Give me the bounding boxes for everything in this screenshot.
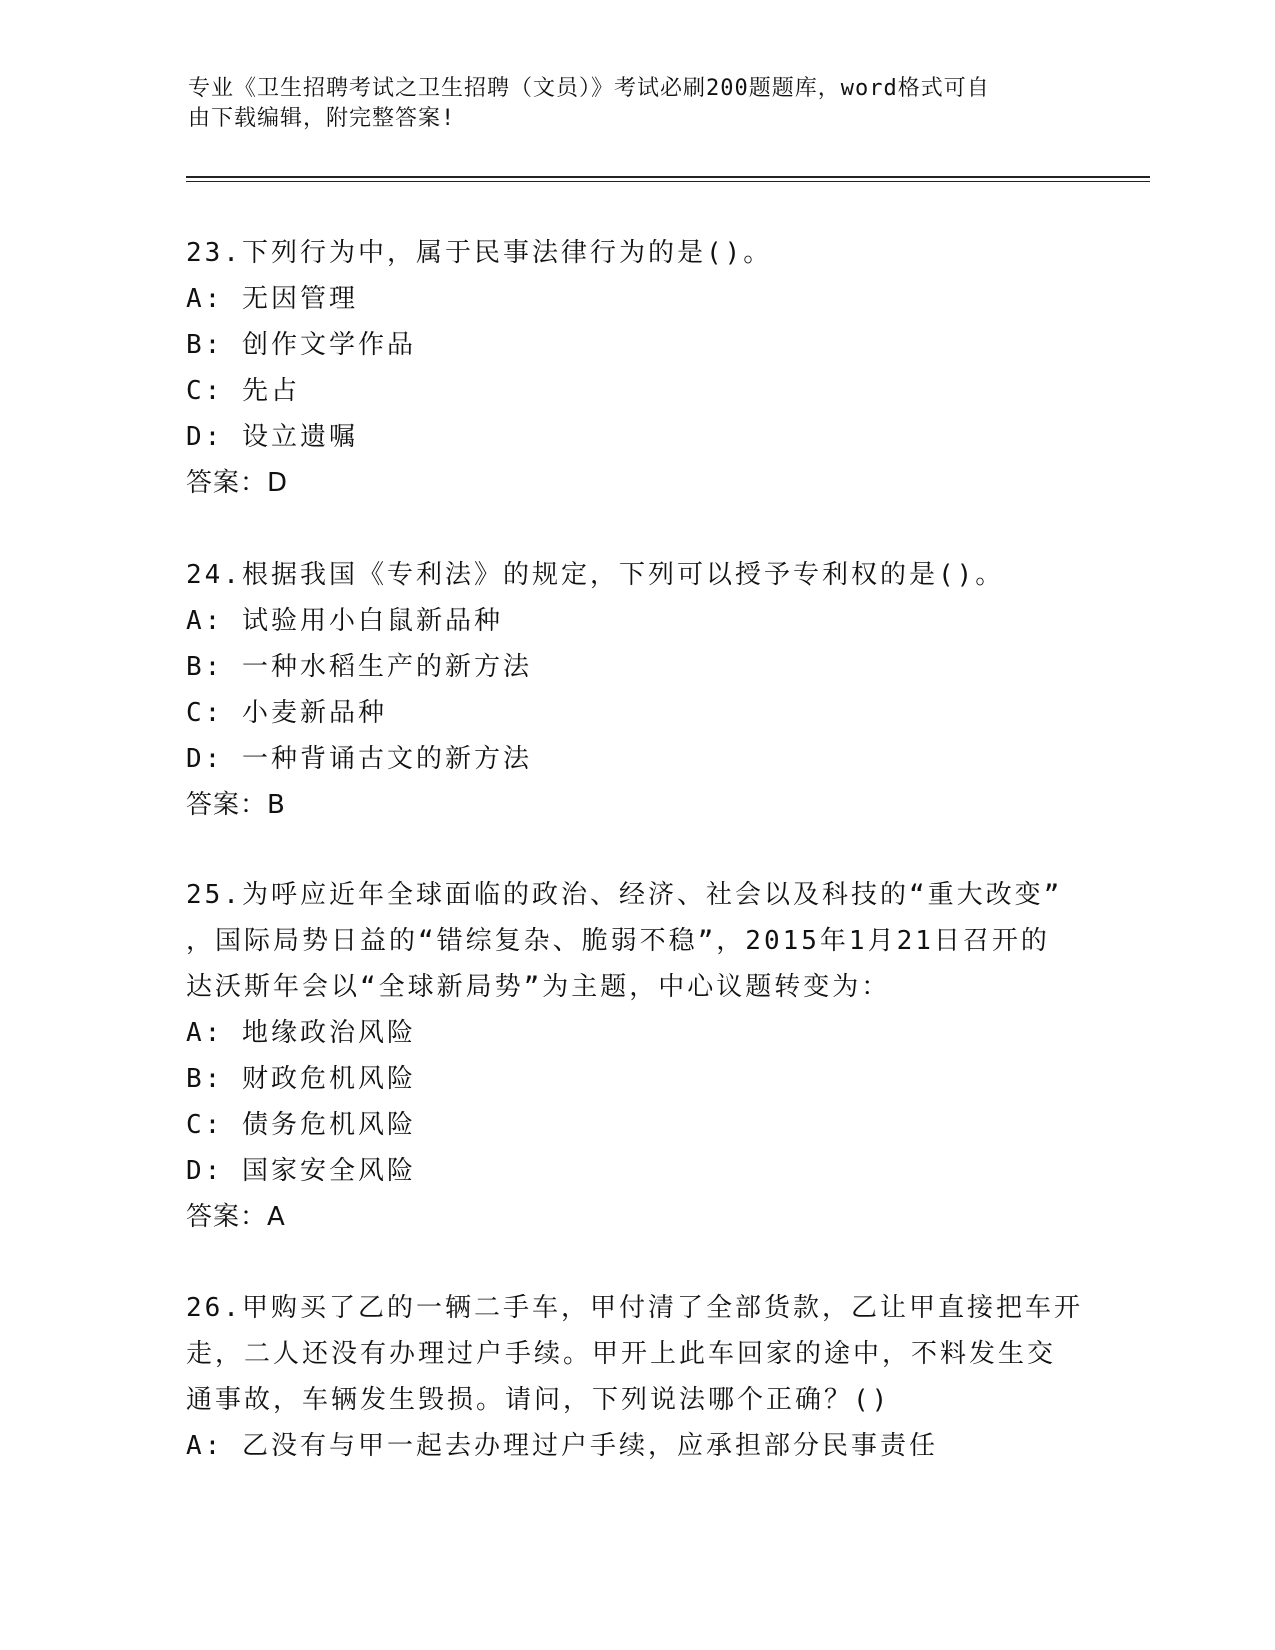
option-b: B: 创作文学作品	[186, 330, 416, 360]
answer: 答案：A	[186, 1202, 286, 1232]
question-stem-line-1: 25.为呼应近年全球面临的政治、经济、社会以及科技的“重大改变”	[186, 880, 1063, 910]
option-c: C: 先占	[186, 376, 300, 406]
question-stem-line-2: ，国际局势日益的“错综复杂、脆弱不稳”，2015年1月21日召开的	[186, 926, 1050, 956]
question-stem-line-3: 达沃斯年会以“全球新局势”为主题，中心议题转变为：	[186, 972, 891, 1002]
question-26	[186, 1285, 1086, 1469]
header-line-2: 由下载编辑，附完整答案!	[188, 106, 456, 131]
option-b: B: 财政危机风险	[186, 1064, 416, 1094]
option-a: A: 试验用小白鼠新品种	[186, 606, 503, 636]
header-divider-thin	[186, 181, 1150, 182]
question-23	[186, 230, 1086, 506]
header-line-1: 专业《卫生招聘考试之卫生招聘（文员）》考试必刷200题题库，word格式可自	[188, 76, 990, 101]
question-stem-line-2: 走，二人还没有办理过户手续。甲开上此车回家的途中，不料发生交	[186, 1339, 1057, 1369]
question-25	[186, 872, 1086, 1240]
option-c: C: 债务危机风险	[186, 1110, 416, 1140]
question-24	[186, 552, 1086, 828]
option-a: A: 乙没有与甲一起去办理过户手续，应承担部分民事责任	[186, 1431, 938, 1461]
question-stem: 24.根据我国《专利法》的规定，下列可以授予专利权的是()。	[186, 560, 1005, 590]
option-a: A: 无因管理	[186, 284, 358, 314]
header-divider	[186, 176, 1150, 178]
option-d: D: 一种背诵古文的新方法	[186, 744, 532, 774]
option-b: B: 一种水稻生产的新方法	[186, 652, 532, 682]
option-c: C: 小麦新品种	[186, 698, 387, 728]
option-a: A: 地缘政治风险	[186, 1018, 416, 1048]
question-stem-line-1: 26.甲购买了乙的一辆二手车，甲付清了全部货款，乙让甲直接把车开	[186, 1293, 1083, 1323]
question-stem: 23.下列行为中，属于民事法律行为的是()。	[186, 238, 773, 268]
question-stem-line-3: 通事故，车辆发生毁损。请问，下列说法哪个正确？()	[186, 1385, 891, 1415]
answer: 答案：D	[186, 468, 289, 498]
option-d: D: 设立遗嘱	[186, 422, 358, 452]
answer: 答案：B	[186, 790, 286, 820]
document-header	[188, 74, 1068, 134]
option-d: D: 国家安全风险	[186, 1156, 416, 1186]
